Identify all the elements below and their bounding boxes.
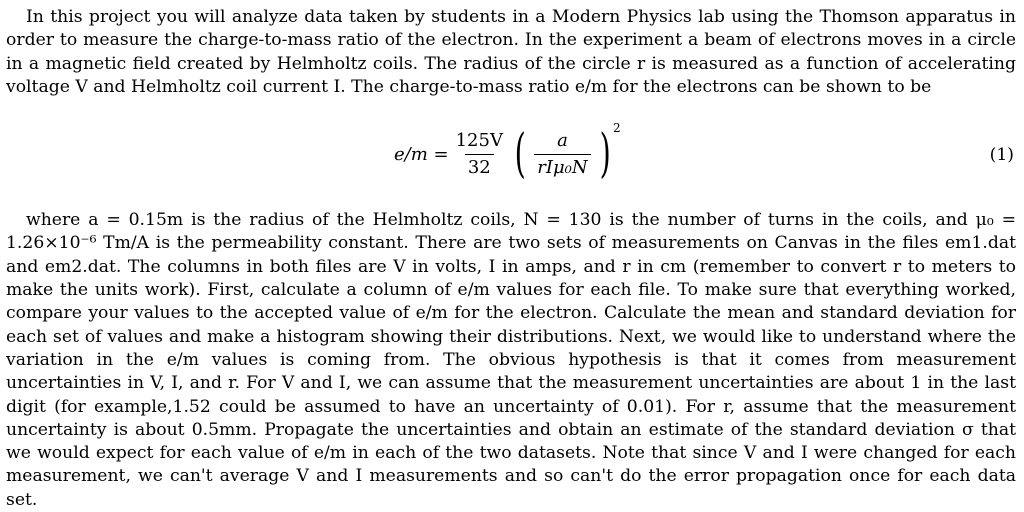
body-paragraph: where a = 0.15m is the radius of the Helmholtz coils, N = 130 is the number of turns in the coils, and μ₀ = 1.26×10⁻⁶ Tm/A is the permeability constant. There are two sets of measurements on Canvas in the files em1.dat and em2.dat. The columns in both files are V in volts, I in amps, and r in cm (remember to convert r to meters to make the units work). First, calculate a column of e/m values for each file. To make sure that everything worked, compare your values to the accepted value of e/m for the electron. Calculate the mean and standard deviation for each set of values and make a histogram showing their distributions. Next, we would like to understand where the variation in the e/m values is coming from. The obvious hypothesis is that it comes from measurement uncertainties in V, I, and r. For V and I, we can assume that the measurement uncertainties are about 1 in the last digit (for example,1.52 could be assumed to have an uncertainty of 0.01). For r, assume that the measurement uncertainty is about 0.5mm. Propagate the uncertainties and obtain an estimate of the standard deviation σ that we would expect for each value of e/m in each of the two datasets. Note that since V and I were changed for each measurement, we can't average V and I measurements and so can't do the error propagation once for each data set. bbox=[6, 210, 1016, 510]
fraction-denominator: 32 bbox=[465, 154, 494, 179]
intro-paragraph: In this project you will analyze data taken by students in a Modern Physics lab using the Thomson apparatus in order to measure the charge-to-mass ratio of the electron. In the experiment a beam of electrons moves in a circle in a magnetic field created by Helmholtz coils. The radius of the circle r is measured as a function of accelerating voltage V and Helmholtz coil current I. The charge-to-mass ratio e/m for the electrons can be shown to be bbox=[6, 7, 1016, 97]
document-page bbox=[6, 6, 1016, 512]
fraction-numerator: a bbox=[557, 129, 568, 151]
exponent: 2 bbox=[612, 121, 621, 136]
equation-lhs: e/m = bbox=[394, 143, 449, 165]
equation-block bbox=[6, 99, 1016, 209]
equation-number: (1) bbox=[989, 145, 1014, 166]
fraction-125v-over-32 bbox=[453, 130, 506, 179]
equation bbox=[394, 119, 621, 189]
fraction-denominator: rIμ₀N bbox=[534, 154, 590, 179]
left-paren: ( bbox=[514, 124, 526, 185]
fraction-numerator: 125V bbox=[455, 129, 503, 151]
right-paren: ) bbox=[599, 124, 611, 185]
fraction-a-over-rimun bbox=[534, 130, 590, 179]
